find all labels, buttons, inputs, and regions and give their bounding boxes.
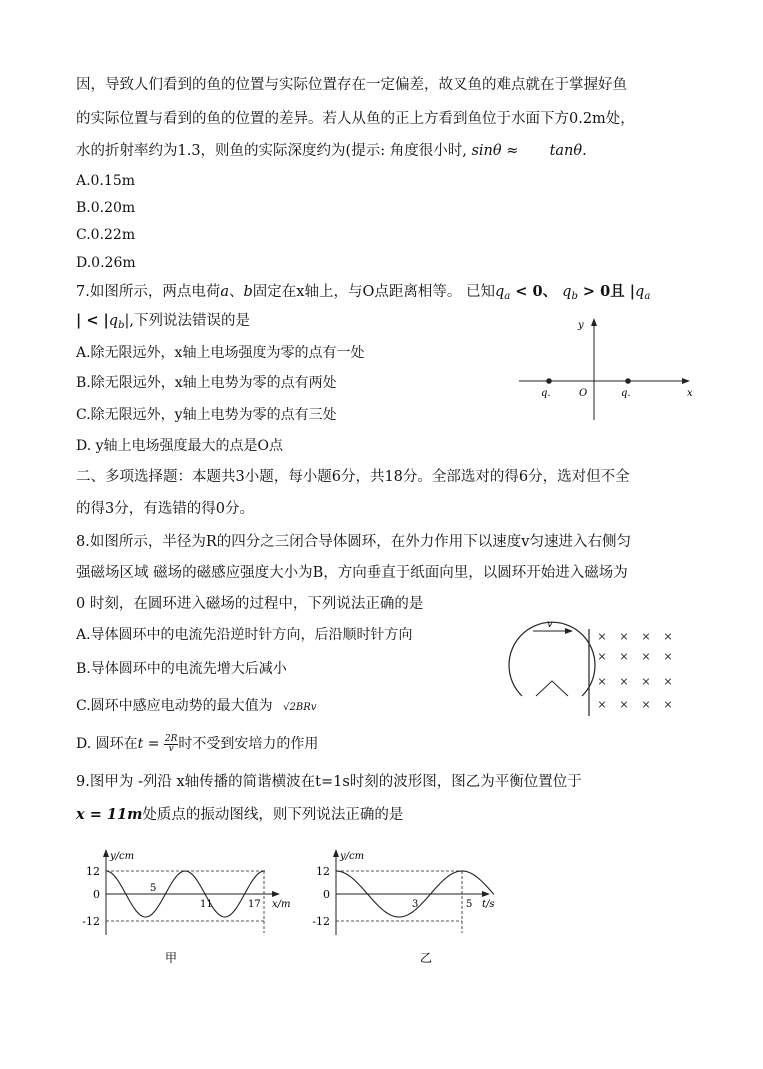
field-cross-2-2: × [641,675,651,688]
q9-position-expr: x = 11m [76,806,143,823]
x-tick-3: 3 [412,899,419,910]
q7-x-arrow [682,378,690,384]
data-point-4 [461,870,462,871]
q7-stem-line-2 [76,311,250,336]
q6-line-3 [76,141,587,161]
q9-chart-jia [80,835,300,965]
q7-figure [515,316,700,426]
data-point-0 [105,870,106,871]
q9-line-2 [76,805,403,825]
x-tick-17: 17 [248,899,261,910]
q7-option-b: B.除无限远外，x轴上电势为零的点有两处 [76,375,337,391]
q9-line-2-text: 处质点的振动图线，则下列说法正确的是 [142,807,404,823]
q7-y-label: y [578,320,584,331]
q7-option-d: D. y轴上电场强度最大的点是O点 [76,438,284,454]
x-axis-label: x/m [272,899,291,910]
q8-field-crosses [597,630,672,711]
q7-qb1-sub: b [571,291,578,302]
q8-figure [505,615,685,720]
section-2-line-1: 二、多项选择题：本题共3小题，每小题6分，共18分。全部选对的得6分，选对但不全 [76,469,630,485]
y-tick-0: 0 [93,888,100,901]
section-2-line-2: 的得3分，有选错的得0分。 [76,501,254,517]
field-cross-2-1: × [619,675,629,688]
q7-qb1: q [562,284,572,300]
q7-charge-a-label: q. [541,388,551,399]
data-point-1 [125,893,126,894]
y-axis-arrow [103,849,109,857]
q8-line-3: 0 时刻，在圆环进入磁场的过程中，下列说法正确的是 [76,596,424,612]
chart-caption: 甲 [165,951,178,965]
q8-option-a: A.导体圆环中的电流先沿逆时针方向，后沿顺时针方向 [76,627,413,643]
q8-option-c-text: C.圆环中感应电动势的最大值为 [76,698,273,714]
q7-cond2: > 0且 | [577,283,636,300]
q7-origin-label: O [579,388,588,399]
q6-line-2: 的实际位置与看到的鱼的位置的差异。若人从鱼的正上方看到鱼位于水面下方0.2m处， [76,111,635,127]
q6-option-d: D.0.26m [76,255,136,271]
q8-ring-inner-corner [536,681,568,696]
field-cross-1-1: × [619,650,629,663]
q6-tan-expr: tanθ. [549,143,587,159]
q8-velocity-label: v [547,619,553,630]
field-cross-1-3: × [663,650,673,663]
q8-option-d-a: D. 圆环在 [76,736,138,752]
q8-ring [509,622,595,696]
field-cross-2-3: × [663,675,673,688]
q8-line-1: 8.如图所示，半径为R的四分之三闭合导体圆环，在外力作用下以速度v匀速进入右侧匀 [76,534,631,550]
y-tick-12: 12 [86,865,100,878]
q6-sin-expr: sinθ ≈ [471,143,519,159]
data-point-5 [493,893,494,894]
field-cross-0-0: × [597,630,607,643]
q7-option-a: A.除无限远外，x轴上电场强度为零的点有一处 [76,345,365,361]
x-axis-arrow [272,891,280,897]
q7-stem-a: 7.如图所示，两点电荷 [76,284,221,300]
data-point-8 [264,870,265,871]
q6-line-3-text: 水的折射率约为1.3，则鱼的实际深度约为(提示: 角度很小时, [76,143,467,159]
q7-qa1: q [494,284,505,300]
q7-qb2-sub: b [118,320,125,331]
x-axis-arrow [482,891,490,897]
q7-stem-line-1 [76,282,650,307]
data-point-4 [185,870,186,871]
q8-fraction [164,735,179,754]
x-tick-5: 5 [466,899,473,910]
y-axis-label: y/cm [110,851,135,862]
data-point-2 [398,916,399,917]
q8-option-d [76,734,318,754]
x-tick-11: 11 [200,899,213,910]
q8-fraction-den: v [168,743,174,754]
q8-option-d-t: t = [137,736,160,752]
y-tick--12: -12 [312,915,330,928]
q8-velocity-arrowhead [565,628,573,634]
field-cross-1-0: × [597,650,607,663]
q7-qa2: q [635,284,645,300]
q8-option-c [76,696,316,718]
field-cross-3-3: × [663,698,673,711]
data-point-3 [430,893,431,894]
q7-qa1-sub: a [504,291,511,302]
field-cross-3-2: × [641,698,651,711]
q7-qb2: q [108,313,119,329]
q7-y-arrow [591,318,597,326]
q7-charge-b [625,378,631,384]
data-point-5 [204,893,205,894]
q7-charge-a [546,378,552,384]
q9-line-1: 9.图甲为 -列沿 x轴传播的简谐横波在t=1s时刻的波形图，图乙为平衡位置位于 [76,774,582,790]
q8-line-2: 强磁场区域 磁场的磁感应强度大小为B，方向垂直于纸面向里，以圆环开始进入磁场为 [76,565,628,581]
q6-option-a: A.0.15m [76,173,136,189]
q7-stem-b: 、 [229,284,244,300]
data-point-1 [367,893,368,894]
field-cross-1-2: × [641,650,651,663]
q8-option-d-b: 时不受到安培力的作用 [178,736,319,752]
y-tick-12: 12 [316,865,330,878]
q8-fraction-num: 2R [164,733,178,744]
q7-cond1: < 0、 [510,283,563,300]
data-point-3 [165,893,166,894]
chart-caption: 乙 [420,951,433,965]
q6-option-c: C.0.22m [76,227,136,243]
x-axis-label: t/s [482,899,495,910]
field-cross-0-1: × [619,630,629,643]
q9-chart-yi [310,835,510,965]
q7-stem-c: 固定在x轴上，与O点距离相等。 已知 [252,284,495,300]
data-point-2 [145,916,146,917]
y-axis-label: y/cm [340,851,365,862]
q7-line2-b: |,下列说法错误的是 [124,313,250,329]
q7-option-c: C.除无限远外，y轴上电势为零的点有三处 [76,407,337,423]
q7-x-label: x [687,388,693,399]
q7-qa2-sub: a [644,291,651,302]
q7-b-label: b [243,284,253,300]
data-point-6 [224,916,225,917]
q7-charge-b-label: q. [621,388,631,399]
data-point-7 [244,893,245,894]
field-cross-2-0: × [597,675,607,688]
q6-line-1: 因，导致人们看到的鱼的位置与实际位置存在一定偏差，故叉鱼的难点就在于掌握好鱼 [76,77,627,93]
y-tick--12: -12 [82,915,100,928]
field-cross-0-2: × [641,630,651,643]
field-cross-0-3: × [663,630,673,643]
y-tick-0: 0 [323,888,330,901]
field-cross-3-1: × [619,698,629,711]
x-tick-5: 5 [150,883,157,894]
q7-a-label: a [220,284,229,300]
q8-option-c-value: √2BRv [283,702,317,713]
q8-option-b: B.导体圆环中的电流先增大后减小 [76,661,287,677]
y-axis-arrow [333,849,339,857]
q6-option-b: B.0.20m [76,200,136,216]
data-point-0 [335,870,336,871]
q7-line2-a: | < | [76,312,109,329]
field-cross-3-0: × [597,698,607,711]
